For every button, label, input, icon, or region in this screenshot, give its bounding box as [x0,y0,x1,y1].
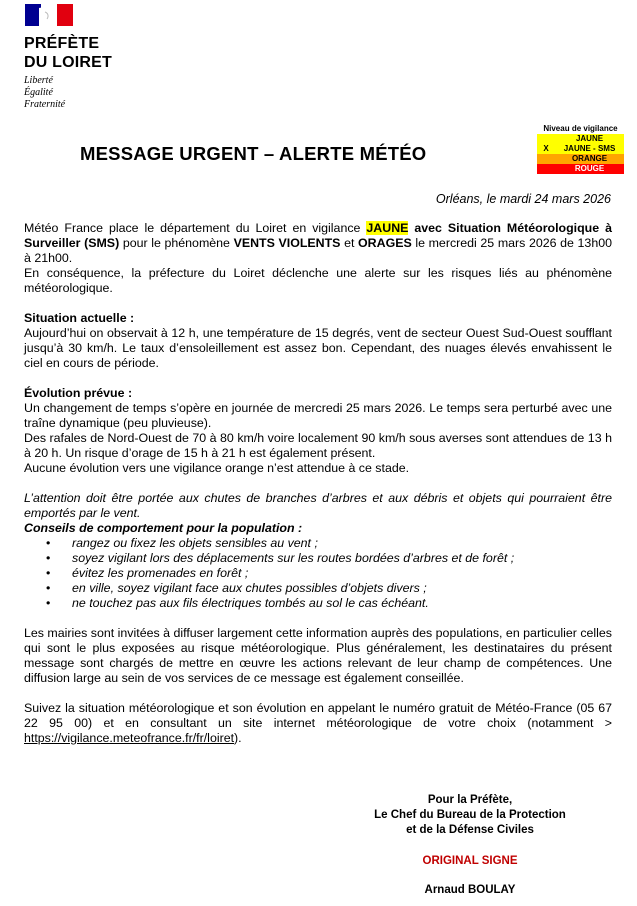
intro-text: pour le phénomène [119,236,234,250]
prefecture-line2: DU LOIRET [24,54,113,71]
suivez-paragraph [24,701,612,746]
suivez-after: ). [234,731,242,745]
marianne-logo-icon [25,4,73,26]
document-date: Orléans, le mardi 24 mars 2026 [435,192,611,206]
document-title: MESSAGE URGENT – ALERTE MÉTÉO [80,143,427,164]
attention-paragraph: L’attention doit être portée aux chutes de branches d’arbres et aux débris et objets qui pourraient être emportés par le vent. [24,491,612,520]
vigilance-mark [537,134,555,144]
prefecture-name [24,34,164,72]
phenomenon-wind: VENTS VIOLENTS [233,236,341,250]
intro-text: le mercredi 25 mars 2026 de 13h00 à 21h00. [24,236,612,265]
conseils-list [24,536,612,611]
signature-line: et de la Défense Civiles [406,824,534,836]
vigilance-mark [537,164,555,174]
prefecture-logo [24,4,164,111]
signature-block [355,793,585,898]
sms-label: avec Situation Météorologique à Surveiller (SMS) [24,221,613,250]
vigilance-mark [537,154,555,164]
vigilance-mark: X [543,144,549,153]
vigilance-label: JAUNE - SMS [563,144,616,153]
list-item: • en ville, soyez vigilant face aux chutes possibles d’objets divers ; [72,581,612,596]
signature-line: Le Chef du Bureau de la Protection [374,809,566,821]
vigilance-level-jaune-sms [537,144,624,154]
signature-line: Pour la Préfète, [427,794,513,806]
intro-paragraph [24,221,612,266]
suivez-text: Suivez la situation météorologique et son évolution en appelant le numéro gratuit de Météo-France (05 67 22 95 00) et en consultant un site internet météorologique de votre choix (notamment > [24,701,612,730]
intro-text: Météo France place le département du Loiret en vigilance [24,221,367,235]
phenomenon-storms: ORAGES [358,236,412,250]
situation-heading: Situation actuelle : [24,311,135,325]
evolution-paragraph: Un changement de temps s’opère en journée de mercredi 25 mars 2026. Le temps sera perturbé avec une traîne dynamique (peu pluvieuse). [24,401,612,430]
vigilance-label: ROUGE [574,164,605,173]
document-body [24,221,612,746]
original-signe: ORIGINAL SIGNE [422,855,518,867]
vigilance-level-rouge [537,164,624,174]
vigilance-label: JAUNE [575,134,604,143]
motto-liberte: Liberté [24,75,53,86]
evolution-paragraph: Des rafales de Nord-Ouest de 70 à 80 km/h voire localement 90 km/h sous averses sont attendues de 13 h à 20 h. Un risque d’orage de 15 h à 21 h est également présent. [24,431,612,460]
conseils-heading: Conseils de comportement pour la population : [24,521,303,535]
republic-motto [24,75,164,111]
vigilance-level-highlight: JAUNE [366,221,409,235]
vigilance-level-orange [537,154,624,164]
vigilance-label: ORANGE [571,154,608,163]
motto-fraternite: Fraternité [24,99,66,110]
vigilance-legend-title: Niveau de vigilance [543,124,618,133]
signatory-name: Arnaud BOULAY [424,884,516,896]
consequence-paragraph: En conséquence, la préfecture du Loiret déclenche une alerte sur les risques liés au phénomène météorologique. [24,266,612,295]
evolution-paragraph: Aucune évolution vers une vigilance orange n’est attendue à ce stade. [24,461,410,475]
list-item: • soyez vigilant lors des déplacements sur les routes bordées d’arbres et de forêt ; [72,551,612,566]
list-item: • ne touchez pas aux fils électriques tombés au sol le cas échéant. [72,596,612,611]
situation-text: Aujourd’hui on observait à 12 h, une température de 15 degrés, vent de secteur Ouest Sud-Ouest soufflant jusqu’à 30 km/h. Le taux d’ensoleillement est assez bon. Cependant, des nuages élevés envahissent le ciel en cours de période. [24,326,612,370]
mairies-paragraph: Les mairies sont invitées à diffuser largement cette information auprès des populations, en particulier celles qui sont le plus exposées au risque météorologique. Plus généralement, les destinataires du présent message sont chargés de mettre en œuvre les actions relevant de leur champ de compétences. Une diffusion large au sein de vos services de ce message est également conseillée. [24,626,612,685]
list-item: • évitez les promenades en forêt ; [72,566,612,581]
list-item: • rangez ou fixez les objets sensibles au vent ; [72,536,612,551]
motto-egalite: Égalité [24,87,53,98]
prefecture-line1: PRÉFÈTE [24,35,100,52]
vigilance-link[interactable]: https://vigilance.meteofrance.fr/fr/loiret [24,731,235,745]
vigilance-legend [537,124,624,174]
vigilance-level-jaune [537,134,624,144]
intro-text: et [340,236,359,250]
evolution-heading: Évolution prévue : [24,386,133,400]
